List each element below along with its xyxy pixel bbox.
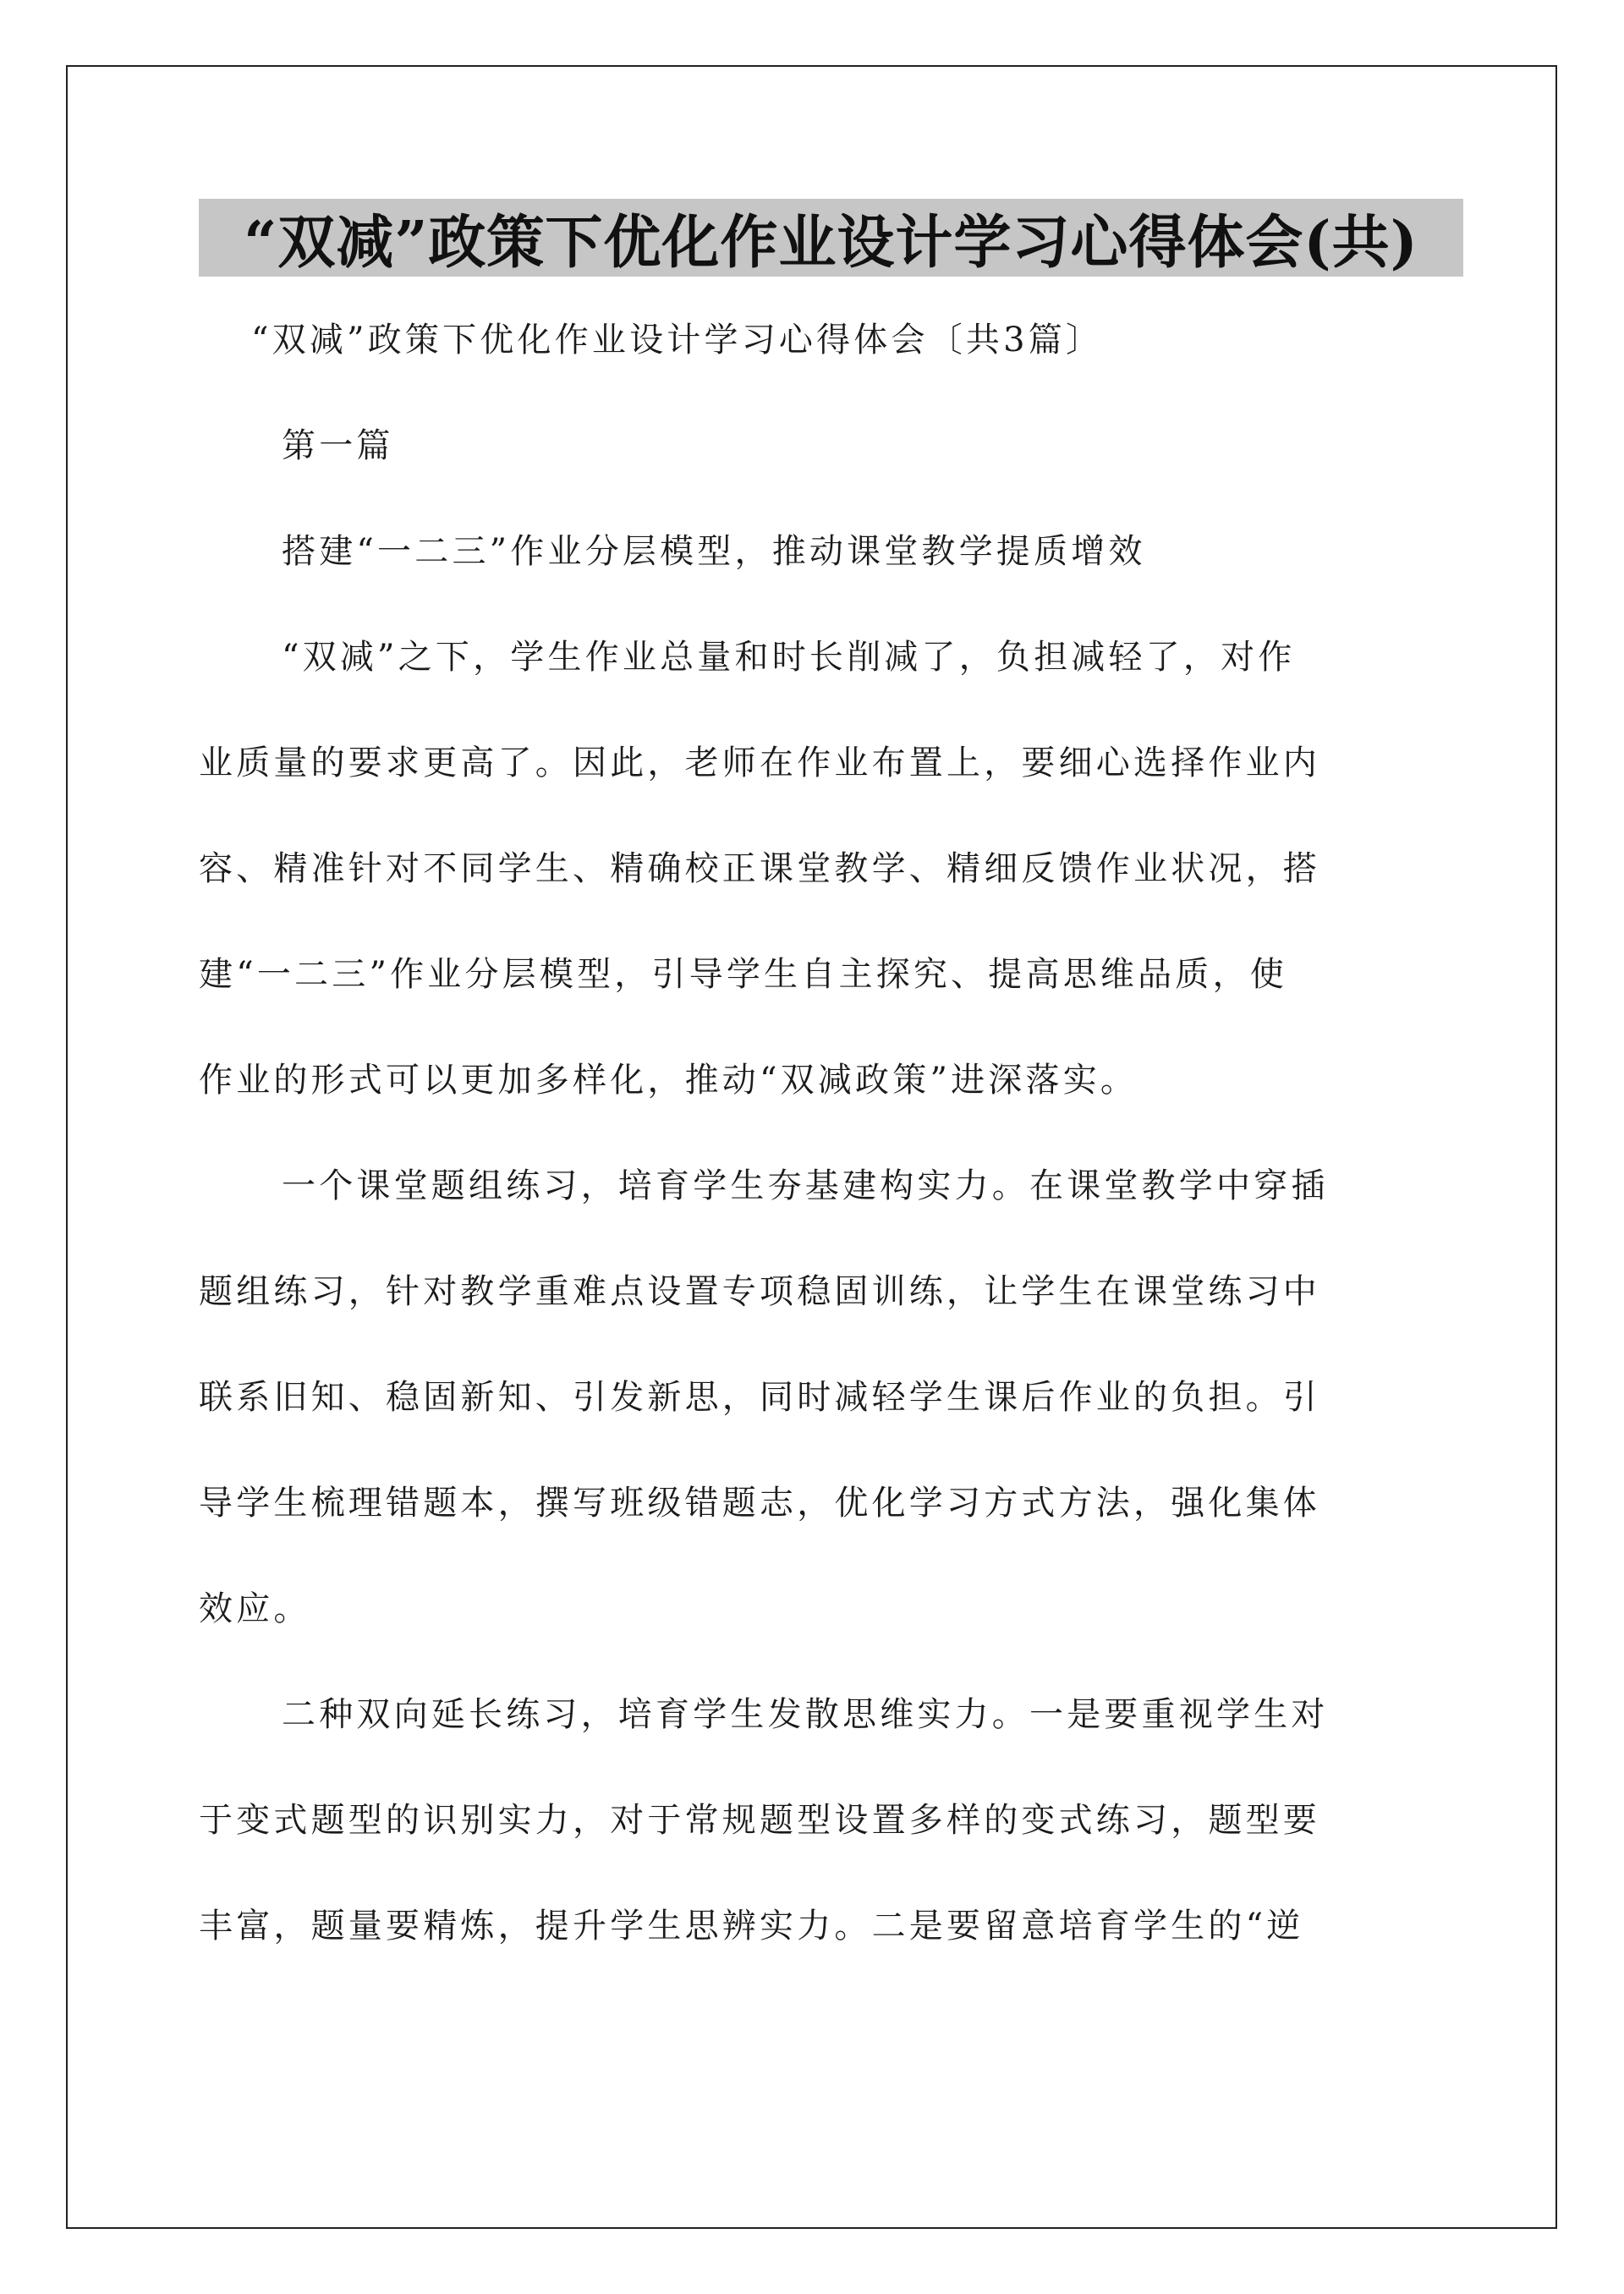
subtitle-line: “双减”政策下优化作业设计学习心得体会〔共3篇〕 — [251, 321, 1104, 359]
document-body — [199, 288, 1434, 1979]
paragraph-line: 二种双向延长练习，培育学生发散思维实力。一是要重视学生对 — [282, 1695, 1329, 1734]
paragraph-line: 容、精准针对不同学生、精确校正课堂教学、精细反馈作业状况，搭 — [199, 849, 1320, 888]
paragraph-line: “双减”之下，学生作业总量和时长削减了，负担减轻了，对作 — [282, 638, 1296, 677]
paragraph-line: 导学生梳理错题本，撰写班级错题志，优化学习方式方法，强化集体 — [199, 1484, 1320, 1523]
paragraph-line: 业质量的要求更高了。因此，老师在作业布置上，要细心选择作业内 — [199, 744, 1320, 782]
paragraph-line: 丰富，题量要精炼，提升学生思辨实力。二是要留意培育学生的“逆 — [199, 1907, 1304, 1946]
paragraph-line: 建“一二三”作业分层模型，引导学生自主探究、提高思维品质，使 — [199, 955, 1287, 994]
title-banner — [199, 199, 1463, 277]
paragraph-line: 作业的形式可以更加多样化，推动“双减政策”进深落实。 — [199, 1061, 1138, 1100]
article-heading: 搭建“一二三”作业分层模型，推动课堂教学提质增效 — [282, 532, 1146, 571]
paragraph-line: 于变式题型的识别实力，对于常规题型设置多样的变式练习，题型要 — [199, 1801, 1320, 1840]
paragraph-line: 一个课堂题组练习，培育学生夯基建构实力。在课堂教学中穿插 — [282, 1166, 1329, 1205]
paragraph-line: 联系旧知、稳固新知、引发新思，同时减轻学生课后作业的负担。引 — [199, 1378, 1320, 1417]
section-heading: 第一篇 — [282, 426, 394, 465]
paragraph-line: 题组练习，针对教学重难点设置专项稳固训练，让学生在课堂练习中 — [199, 1272, 1320, 1311]
paragraph-line: 效应。 — [199, 1589, 311, 1628]
document-title: “双减”政策下优化作业设计学习心得体会(共) — [244, 208, 1418, 277]
